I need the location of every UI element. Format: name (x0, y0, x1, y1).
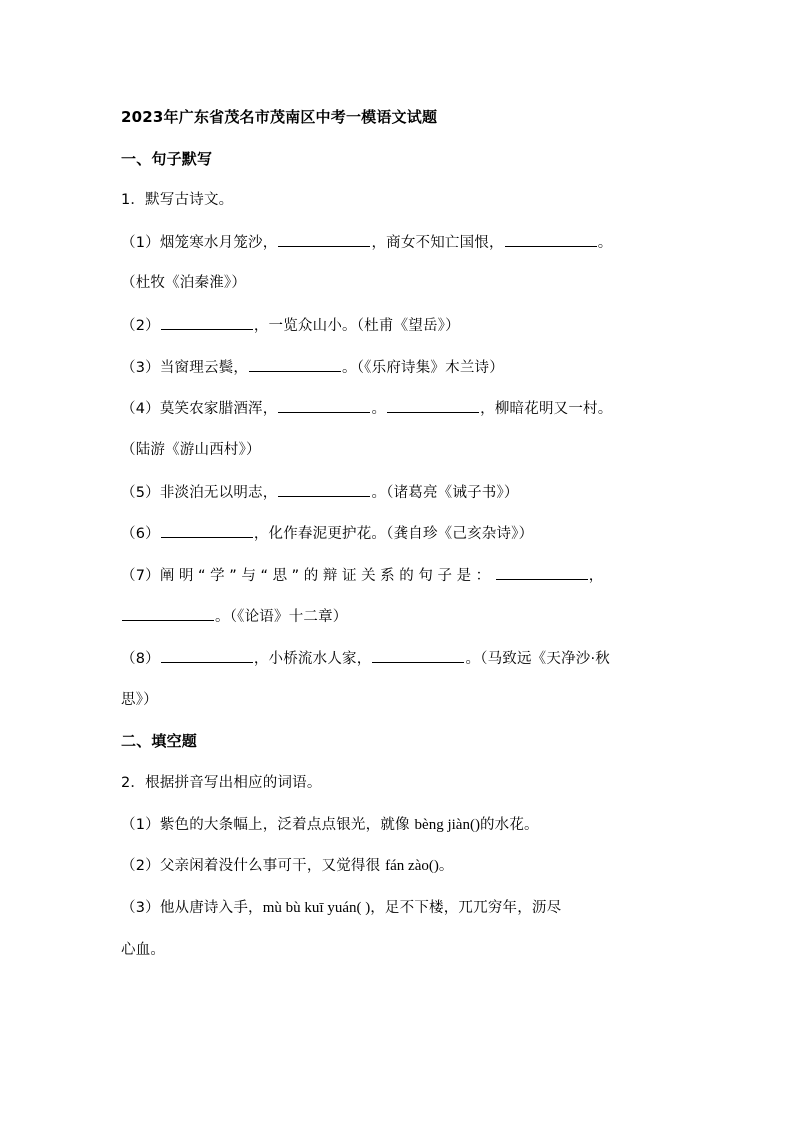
q2-item-2 (121, 856, 454, 876)
item-text: 父亲闲着没什么事可干，又觉得很 (159, 858, 386, 874)
question-1-prompt (121, 190, 233, 210)
item-label: （2） (121, 858, 160, 874)
answer-blank[interactable] (496, 565, 588, 580)
q1-item-7-continued (121, 606, 348, 627)
q1-item-2 (121, 315, 460, 336)
item-text: 。 (371, 401, 387, 417)
item-label: （5） (121, 485, 160, 501)
question-number: 1． (121, 192, 146, 208)
item-text: 烟笼寒水月笼沙， (159, 235, 278, 251)
pinyin-text: mù bù kuī yuán (262, 900, 357, 916)
answer-blank[interactable] (122, 606, 214, 621)
item-label: （3） (121, 360, 160, 376)
item-text: 他从唐诗入手， (159, 900, 263, 916)
q1-item-1-source: （杜牧《泊秦淮》） (121, 275, 247, 291)
item-text: ， (588, 568, 604, 584)
item-label: （1） (121, 235, 160, 251)
answer-blank[interactable] (372, 648, 464, 663)
item-text: 。（马致远《天净沙·秋 (465, 651, 610, 667)
item-text: ，小桥流水人家， (253, 651, 372, 667)
q1-item-7 (121, 565, 603, 586)
item-label: （3） (121, 900, 160, 916)
q1-item-1 (121, 232, 612, 253)
answer-parentheses[interactable]: () (428, 858, 439, 874)
page-title: 2023年广东省茂名市茂南区中考一模语文试题 (121, 108, 438, 126)
item-text: 阐明“学”与“思”的辩证关系的句子是： (159, 568, 495, 584)
q1-item-8-continued: 思》） (121, 692, 158, 708)
q2-item-3 (121, 898, 561, 918)
answer-parentheses[interactable]: ( ) (356, 900, 371, 916)
item-text: ，柳暗花明又一村。 (480, 401, 613, 417)
pinyin-text: bèng jiàn (414, 817, 470, 833)
q2-item-3-continued: 心血。 (121, 942, 166, 958)
answer-blank[interactable] (161, 523, 253, 538)
answer-blank[interactable] (249, 357, 341, 372)
item-text: 。 (438, 858, 454, 874)
q2-item-1 (121, 815, 539, 835)
item-text: 。 (597, 235, 613, 251)
item-text: 。（《乐府诗集》木兰诗） (342, 360, 504, 376)
answer-blank[interactable] (278, 232, 370, 247)
item-label: （8） (121, 651, 160, 667)
item-label: （6） (121, 526, 160, 542)
item-text: 莫笑农家腊酒浑， (159, 401, 278, 417)
question-number: 2． (121, 775, 146, 791)
item-text: ，商女不知亡国恨， (371, 235, 504, 251)
question-2-prompt (121, 773, 322, 793)
item-text: 。（诸葛亮《诫子书》） (371, 485, 519, 501)
answer-blank[interactable] (161, 315, 253, 330)
answer-blank[interactable] (387, 398, 479, 413)
item-text: 的水花。 (479, 817, 539, 833)
item-text: ，足不下楼，兀兀穷年，沥尽 (370, 900, 562, 916)
item-label: （4） (121, 401, 160, 417)
item-label: （7） (121, 568, 160, 584)
question-text: 默写古诗文。 (145, 192, 234, 208)
item-text: 非淡泊无以明志， (159, 485, 278, 501)
answer-blank[interactable] (161, 648, 253, 663)
item-text: 紫色的大条幅上，泛着点点银光，就像 (159, 817, 415, 833)
item-text: ，一览众山小。（杜甫《望岳》） (253, 318, 460, 334)
q1-item-6 (121, 523, 533, 544)
answer-blank[interactable] (278, 398, 370, 413)
q1-item-8 (121, 648, 610, 669)
answer-parentheses[interactable]: () (469, 817, 480, 833)
q1-item-5 (121, 482, 519, 503)
question-text: 根据拼音写出相应的词语。 (145, 775, 322, 791)
q1-item-3 (121, 357, 504, 378)
answer-blank[interactable] (505, 232, 597, 247)
item-text: 。（《论语》十二章） (215, 609, 348, 625)
answer-blank[interactable] (278, 482, 370, 497)
q1-item-4 (121, 398, 612, 419)
item-text: 当窗理云鬓， (159, 360, 249, 376)
section-heading-fill-in: 二、填空题 (121, 732, 198, 750)
q1-item-4-source: （陆游《游山西村》） (121, 442, 261, 458)
item-text: ，化作春泥更护花。（龚自珍《己亥杂诗》） (253, 526, 534, 542)
pinyin-text: fán zào (385, 858, 429, 874)
section-heading-sentence-dictation: 一、句子默写 (121, 150, 213, 168)
item-label: （2） (121, 318, 160, 334)
item-label: （1） (121, 817, 160, 833)
